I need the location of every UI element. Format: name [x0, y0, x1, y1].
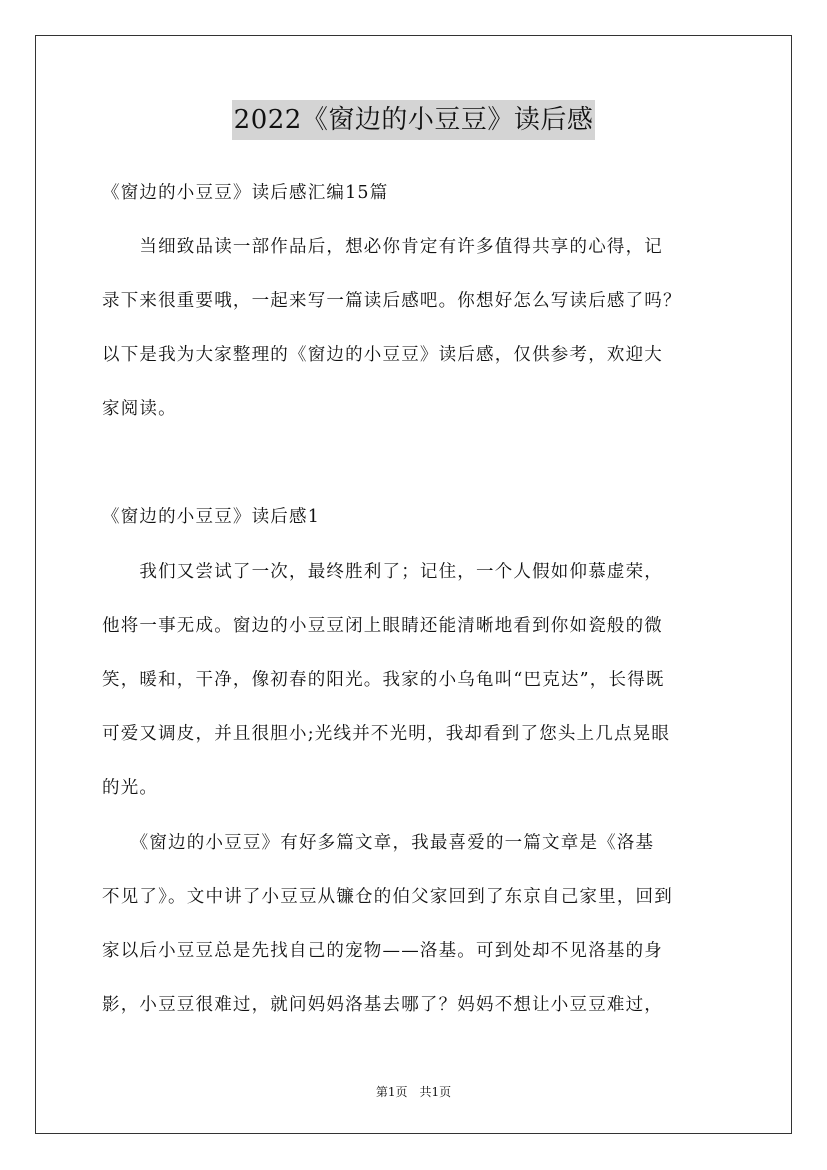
page-number: 第1页	[375, 1085, 408, 1099]
page-total: 共1页	[419, 1085, 452, 1099]
intro-line-3: 以下是我为大家整理的《窗边的小豆豆》读后感，仅供参考，欢迎大	[102, 345, 663, 365]
para1-line-5: 的光。	[102, 778, 159, 798]
para2-line-3: 家以后小豆豆总是先找自己的宠物——洛基。可到处却不见洛基的身	[102, 941, 663, 961]
document-title: 2022《窗边的小豆豆》读后感	[232, 100, 596, 140]
para1-line-1: 我们又尝试了一次，最终胜利了；记住，一个人假如仰慕虚荣，	[102, 562, 663, 582]
intro-line-1: 当细致品读一部作品后，想必你肯定有许多值得共享的心得，记	[102, 237, 663, 257]
para1-line-4: 可爱又调皮，并且很胆小;光线并不光明，我却看到了您头上几点晃眼	[102, 724, 671, 744]
title-container	[0, 100, 827, 140]
document-subtitle: 《窗边的小豆豆》读后感汇编15篇	[102, 183, 389, 203]
para1-line-2: 他将一事无成。窗边的小豆豆闭上眼睛还能清晰地看到你如瓷般的微	[102, 616, 663, 636]
intro-line-4: 家阅读。	[102, 399, 177, 419]
intro-line-2: 录下来很重要哦，一起来写一篇读后感吧。你想好怎么写读后感了吗？	[102, 291, 682, 311]
section-heading: 《窗边的小豆豆》读后感1	[102, 507, 321, 527]
para2-line-4: 影，小豆豆很难过，就问妈妈洛基去哪了？妈妈不想让小豆豆难过，	[102, 995, 663, 1015]
para2-line-2: 不见了》。文中讲了小豆豆从镰仓的伯父家回到了东京自己家里，回到	[102, 887, 673, 907]
page-footer	[0, 1083, 827, 1101]
para1-line-3: 笑，暖和，干净，像初春的阳光。我家的小乌龟叫“巴克达”，长得既	[102, 670, 665, 690]
para2-line-1: 《窗边的小豆豆》有好多篇文章，我最喜爱的一篇文章是《洛基	[102, 833, 655, 853]
